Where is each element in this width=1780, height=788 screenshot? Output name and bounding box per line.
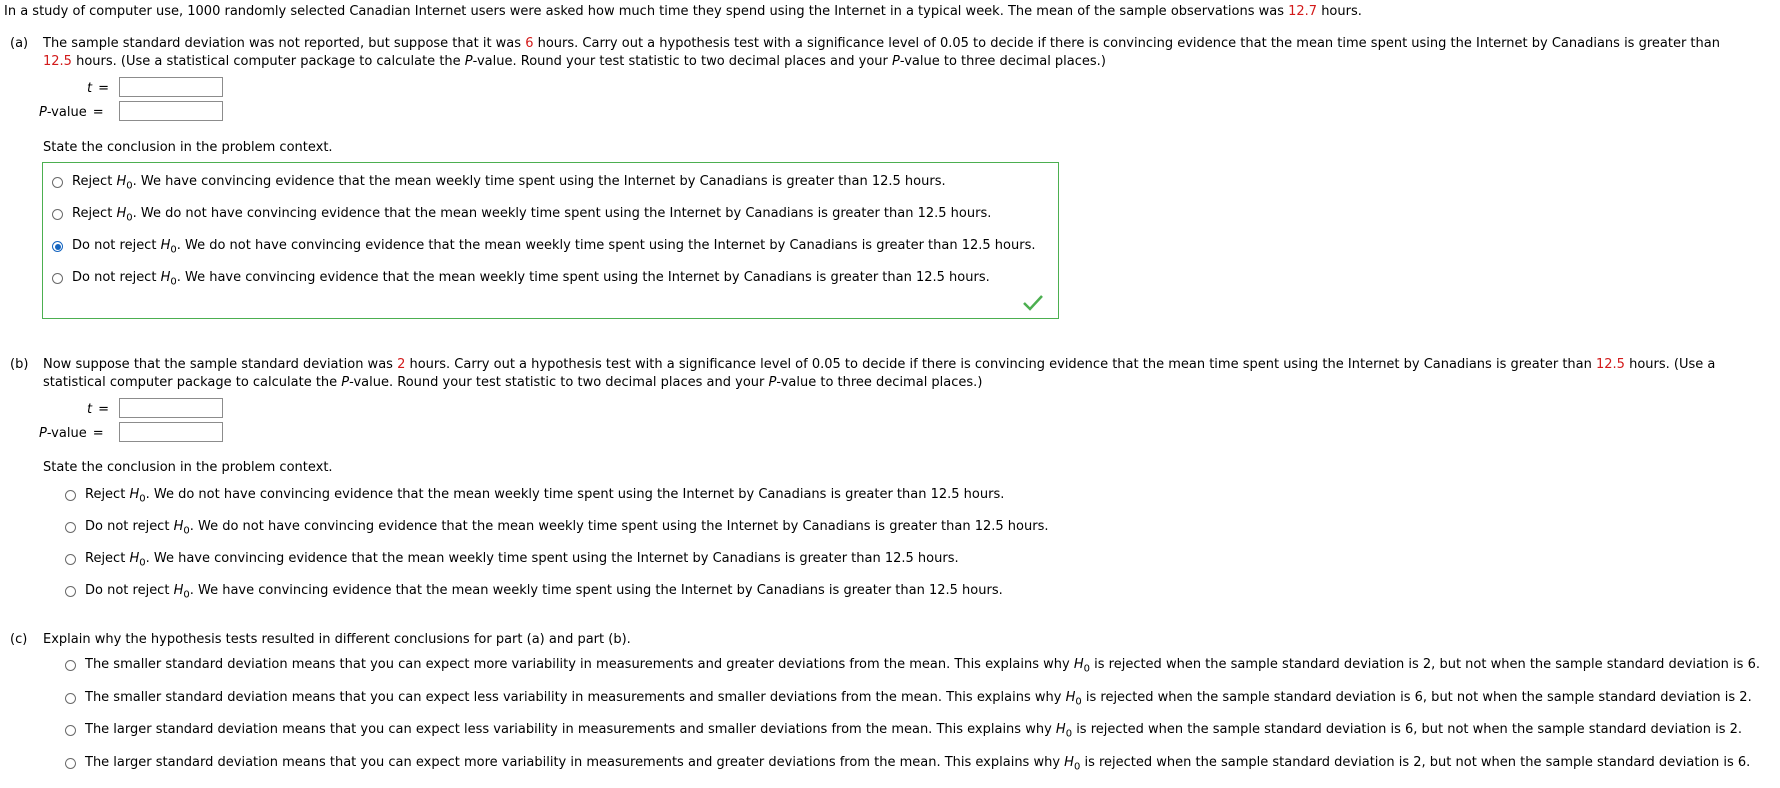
part-b-label: (b) <box>10 357 29 372</box>
part-a-t-label: t = <box>86 81 109 96</box>
part-b-pvalue-label: P-value = <box>39 426 104 441</box>
h0-symbol: $H_0$ <box>129 487 146 505</box>
part-a-option-3[interactable] <box>52 238 1036 256</box>
part-b-pvalue-input[interactable] <box>119 422 223 442</box>
part-b-option-1[interactable] <box>65 487 1004 505</box>
radio-button[interactable] <box>65 693 76 704</box>
radio-button[interactable] <box>65 490 76 501</box>
part-b-state-conclusion: State the conclusion in the problem context. <box>43 460 333 475</box>
part-c-label: (c) <box>10 632 28 647</box>
part-a-pvalue-input[interactable] <box>119 101 223 121</box>
sample-mean-value: 12.7 <box>1288 4 1318 19</box>
part-a-sd-value: 6 <box>525 36 534 51</box>
option-label: Reject $H_0$. We do not have convincing evidence that the mean weekly time spent using the Internet by Canadians is greater than 12.5 hours. <box>72 206 992 224</box>
option-label: Do not reject $H_0$. We do not have convincing evidence that the mean weekly time spent using the Internet by Canadians is greater than 12.5 hours. <box>72 238 1036 256</box>
option-label: Reject $H_0$. We have convincing evidence that the mean weekly time spent using the Internet by Canadians is greater than 12.5 hours. <box>72 174 946 192</box>
h0-symbol: $H_0$ <box>1064 754 1081 773</box>
problem-intro <box>4 4 1362 19</box>
h0-symbol: $H_0$ <box>1073 657 1090 675</box>
h0-symbol: $H_0$ <box>116 174 133 192</box>
option-label: The smaller standard deviation means that you can expect less variability in measurements and smaller deviations from the mean. This explains why $H_0$ is rejected when the sample standard deviation is 6, but not when the sample standard deviation is 2. <box>85 689 1752 708</box>
intro-text-end: hours. <box>1317 4 1362 19</box>
part-a-option-4[interactable] <box>52 270 990 288</box>
h0-symbol: $H_0$ <box>116 206 133 224</box>
radio-button[interactable] <box>52 273 63 284</box>
part-b-question: Now suppose that the sample standard deviation was 2 hours. Carry out a hypothesis test with a significance level of 0.05 to decide if there is convincing evidence that the mean time spent using the Internet by Canadians is greater than 12.5 hours. (Use a statistical computer package to calculate the P-value. Round your test statistic to two decimal places and your P-value to three decimal places.) <box>43 357 1716 390</box>
option-label: Do not reject $H_0$. We have convincing evidence that the mean weekly time spent using the Internet by Canadians is greater than 12.5 hours. <box>72 270 990 288</box>
radio-button[interactable] <box>65 554 76 565</box>
part-c-option-3[interactable] <box>65 722 1742 740</box>
option-label: Reject $H_0$. We do not have convincing evidence that the mean weekly time spent using the Internet by Canadians is greater than 12.5 hours. <box>85 487 1005 505</box>
option-label: The larger standard deviation means that you can expect less variability in measurements and smaller deviations from the mean. This explains why $H_0$ is rejected when the sample standard deviation is 6, but not when the sample standard deviation is 2. <box>85 722 1743 740</box>
radio-button[interactable] <box>52 241 63 252</box>
radio-button[interactable] <box>65 586 76 597</box>
part-c-question: Explain why the hypothesis tests resulted in different conclusions for part (a) and part (b). <box>43 632 631 647</box>
part-a-mu-value: 12.5 <box>43 54 72 69</box>
intro-text: In a study of computer use, 1000 randomly selected Canadian Internet users were asked how much time they spend using the Internet in a typical week. The mean of the sample observations was <box>4 4 1289 19</box>
part-a-option-1[interactable] <box>52 174 946 192</box>
option-label: Do not reject $H_0$. We have convincing evidence that the mean weekly time spent using the Internet by Canadians is greater than 12.5 hours. <box>85 583 1003 601</box>
part-b-option-3[interactable] <box>65 551 959 569</box>
radio-button[interactable] <box>52 177 63 188</box>
part-a-question: The sample standard deviation was not reported, but suppose that it was 6 hours. Carry out a hypothesis test with a significance level of 0.05 to decide if there is convincing evidence that the mean time spent using the Internet by Canadians is greater than 12.5 hours. (Use a statistical computer package to calculate the P-value. Round your test statistic to two decimal places and your P-value to three decimal places.) <box>43 36 1720 69</box>
part-c-option-1[interactable] <box>65 657 1760 675</box>
part-a-pvalue-label: P-value = <box>39 105 104 120</box>
part-a-option-2[interactable] <box>52 206 991 224</box>
part-b-sd-value: 2 <box>397 357 406 372</box>
part-b-mu-value: 12.5 <box>1596 357 1625 372</box>
h0-symbol: $H_0$ <box>160 270 177 288</box>
part-c-option-4[interactable] <box>65 755 1750 773</box>
radio-button[interactable] <box>65 758 76 769</box>
option-label: Reject $H_0$. We have convincing evidence that the mean weekly time spent using the Internet by Canadians is greater than 12.5 hours. <box>85 551 959 569</box>
radio-button[interactable] <box>65 725 76 736</box>
option-label: The larger standard deviation means that you can expect more variability in measurements and greater deviations from the mean. This explains why $H_0$ is rejected when the sample standard deviation is 2, but not when the sample standard deviation is 6. <box>85 754 1751 773</box>
part-b-option-2[interactable] <box>65 519 1049 537</box>
part-b-option-4[interactable] <box>65 583 1003 601</box>
radio-button[interactable] <box>65 660 76 671</box>
radio-button[interactable] <box>52 209 63 220</box>
part-b-t-input[interactable] <box>119 398 223 418</box>
part-a-t-input[interactable] <box>119 77 223 97</box>
part-c-option-2[interactable] <box>65 690 1752 708</box>
part-a-label: (a) <box>10 36 29 51</box>
option-label: Do not reject $H_0$. We do not have convincing evidence that the mean weekly time spent using the Internet by Canadians is greater than 12.5 hours. <box>85 519 1049 537</box>
option-label: The smaller standard deviation means that you can expect more variability in measurements and greater deviations from the mean. This explains why $H_0$ is rejected when the sample standard deviation is 2, but not when the sample standard deviation is 6. <box>85 657 1760 675</box>
h0-symbol: $H_0$ <box>1065 689 1082 708</box>
h0-symbol: $H_0$ <box>173 519 190 537</box>
radio-button[interactable] <box>65 522 76 533</box>
part-b-t-label: t = <box>86 402 109 417</box>
h0-symbol: $H_0$ <box>129 551 146 569</box>
part-a-state-conclusion: State the conclusion in the problem context. <box>43 140 333 155</box>
h0-symbol: $H_0$ <box>160 238 177 256</box>
h0-symbol: $H_0$ <box>173 583 190 601</box>
h0-symbol: $H_0$ <box>1055 722 1073 740</box>
checkmark-icon <box>1022 294 1044 312</box>
